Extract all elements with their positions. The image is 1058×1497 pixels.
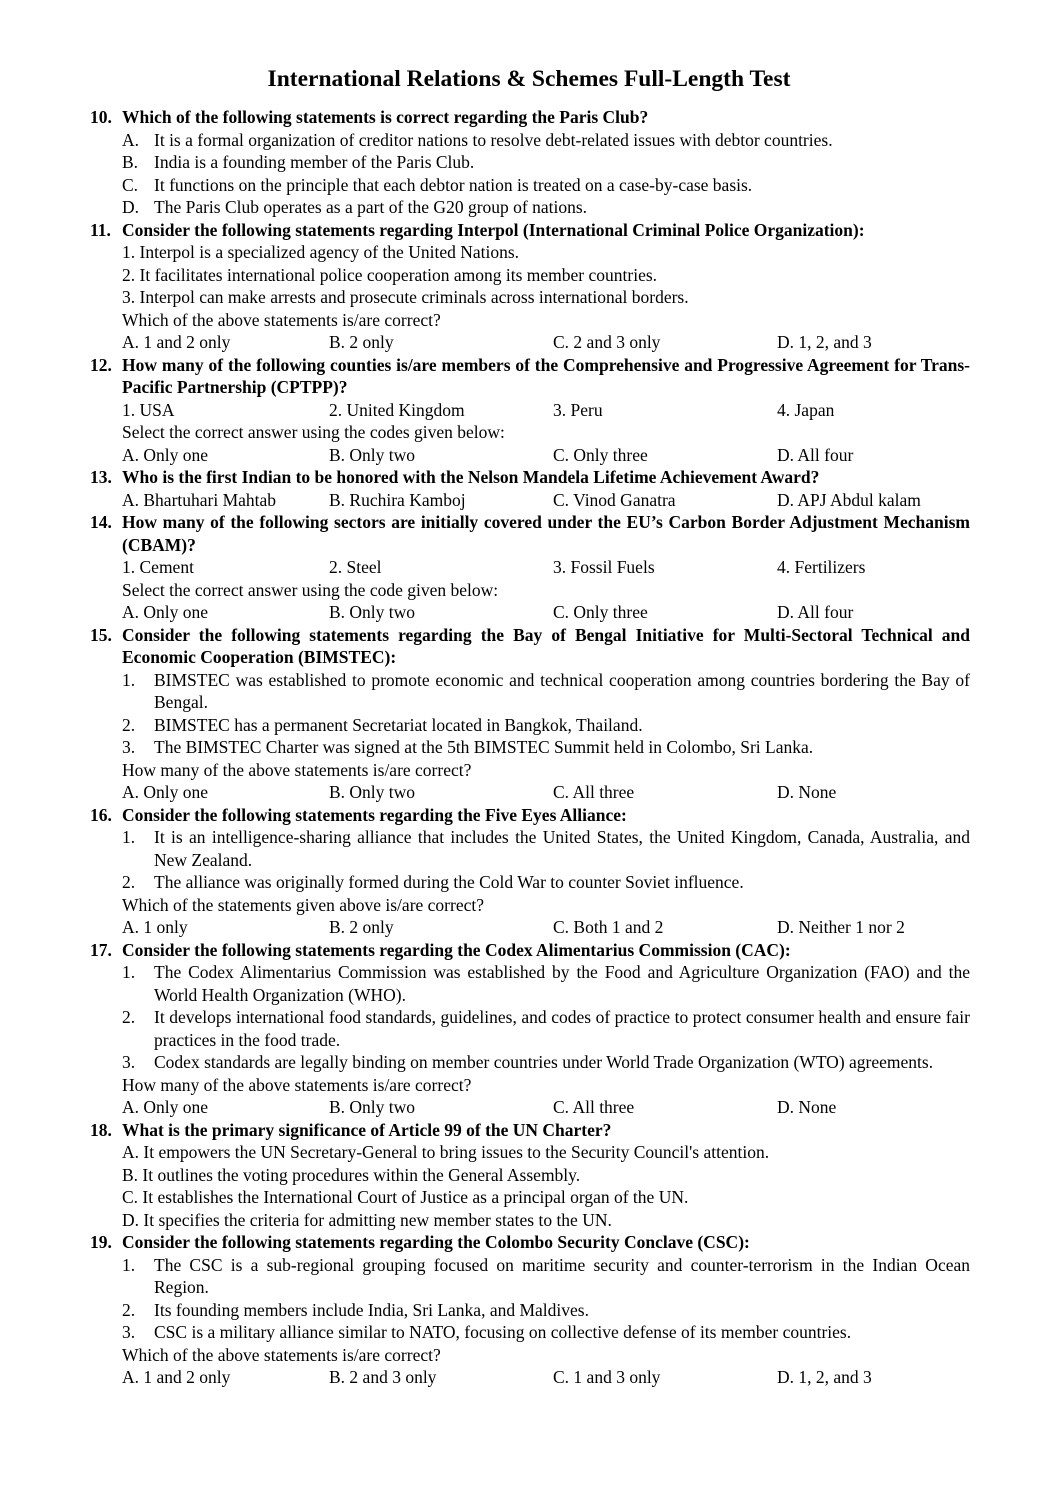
- question-text: Which of the following statements is correct regarding the Paris Club?: [122, 107, 649, 127]
- question-number: 11.: [90, 219, 111, 240]
- statement: [122, 714, 970, 737]
- question-12: [90, 354, 970, 467]
- list-item: 1. Cement: [122, 557, 194, 577]
- answer-option: B. 2 and 3 only: [329, 1367, 437, 1387]
- question-list: [90, 106, 970, 1389]
- item-row: [122, 399, 970, 422]
- statement: [122, 669, 970, 714]
- list-item: 3. Fossil Fuels: [553, 557, 655, 577]
- question-text: How many of the following counties is/are members of the Comprehensive and Progressive Agreement for Trans-Pacific Partnership (CPTPP)?: [122, 354, 970, 397]
- statement-number: 2.: [122, 714, 136, 735]
- question-text: Consider the following statements regarding the Five Eyes Alliance:: [122, 804, 627, 825]
- body-line: A. It empowers the UN Secretary-General to bring issues to the Security Council's attention.: [122, 1142, 770, 1162]
- list-item: 2. Steel: [329, 557, 382, 577]
- statement-number: 3.: [122, 1052, 136, 1072]
- body-line: D. It specifies the criteria for admitting new member states to the UN.: [122, 1209, 612, 1230]
- answer-option: B. Ruchira Kamboj: [329, 489, 466, 510]
- answer-options-row: [122, 916, 970, 939]
- question-heading: [90, 219, 970, 242]
- question-text: Consider the following statements regarding Interpol (International Criminal Police Organization):: [122, 219, 865, 240]
- question-prompt: Select the correct answer using the codes given below:: [122, 422, 505, 442]
- question-heading: [90, 106, 970, 129]
- answer-option: C. Vinod Ganatra: [553, 489, 676, 510]
- option-text: The Paris Club operates as a part of the G20 group of nations.: [154, 197, 588, 217]
- question-heading: [90, 1231, 970, 1254]
- statement-text: The BIMSTEC Charter was signed at the 5th BIMSTEC Summit held in Colombo, Sri Lanka.: [154, 737, 814, 757]
- option-text: India is a founding member of the Paris Club.: [154, 152, 475, 172]
- question-11: [90, 219, 970, 354]
- statement-text: CSC is a military alliance similar to NATO, focusing on collective defense of its member countries.: [154, 1322, 852, 1342]
- list-item: 3. Peru: [553, 399, 603, 420]
- option-text: It functions on the principle that each debtor nation is treated on a case-by-case basis.: [154, 174, 753, 195]
- question-heading: [90, 511, 970, 556]
- answer-options-row: [122, 1366, 970, 1389]
- answer-option: A. 1 and 2 only: [122, 1367, 231, 1387]
- question-prompt: Which of the above statements is/are correct?: [122, 1344, 441, 1365]
- statement-text: The alliance was originally formed during the Cold War to counter Soviet influence.: [154, 872, 744, 892]
- answer-option: B. Only two: [329, 444, 416, 465]
- body-line: C. It establishes the International Court of Justice as a principal organ of the UN.: [122, 1187, 689, 1207]
- option-letter: A.: [122, 129, 140, 150]
- answer-option: C. 2 and 3 only: [553, 332, 661, 352]
- answer-option: D. None: [777, 1097, 837, 1117]
- answer-option: A. 1 only: [122, 917, 188, 937]
- question-number: 18.: [90, 1119, 112, 1140]
- list-item: 4. Fertilizers: [777, 557, 866, 577]
- answer-option: [122, 129, 970, 152]
- answer-option: B. Only two: [329, 602, 416, 622]
- question-body: [90, 556, 970, 624]
- question-16: [90, 804, 970, 939]
- question-text: What is the primary significance of Article 99 of the UN Charter?: [122, 1119, 612, 1140]
- question-text: Consider the following statements regarding the Colombo Security Conclave (CSC):: [122, 1232, 750, 1252]
- answer-option: D. All four: [777, 444, 854, 465]
- statement: [122, 1254, 970, 1299]
- answer-option: B. 2 only: [329, 917, 394, 937]
- answer-option: C. All three: [553, 782, 635, 802]
- answer-options-row: [122, 1096, 970, 1119]
- item-row: [122, 556, 970, 579]
- answer-option: A. 1 and 2 only: [122, 332, 231, 352]
- question-prompt: How many of the above statements is/are correct?: [122, 1074, 472, 1095]
- answer-option: A. Only one: [122, 1097, 209, 1117]
- answer-option: C. Only three: [553, 444, 648, 465]
- question-body: [90, 489, 970, 512]
- statement-number: 2.: [122, 1007, 136, 1027]
- question-number: 14.: [90, 512, 112, 532]
- question-body: [90, 1254, 970, 1389]
- question-body: [90, 399, 970, 467]
- question-10: [90, 106, 970, 219]
- option-letter: D.: [122, 197, 140, 217]
- statement-number: 2.: [122, 872, 136, 892]
- body-line: Which of the above statements is/are correct?: [122, 309, 441, 330]
- question-heading: [90, 624, 970, 669]
- question-text: Who is the first Indian to be honored with the Nelson Mandela Lifetime Achievement Award?: [122, 467, 820, 487]
- answer-option: [122, 196, 970, 219]
- statement-text: BIMSTEC has a permanent Secretariat located in Bangkok, Thailand.: [154, 714, 643, 735]
- question-heading: [90, 804, 970, 827]
- question-body: [90, 129, 970, 219]
- question-text: Consider the following statements regarding the Bay of Bengal Initiative for Multi-Sectoral Technical and Economic Cooperation (BIMSTEC):: [122, 624, 970, 667]
- answer-options-row: [122, 331, 970, 354]
- question-body: [90, 241, 970, 354]
- body-line: 1. Interpol is a specialized agency of the United Nations.: [122, 242, 520, 262]
- answer-option: [122, 174, 970, 197]
- statement: [122, 736, 970, 759]
- statement: [122, 1321, 970, 1344]
- question-number: 19.: [90, 1232, 112, 1252]
- question-number: 15.: [90, 624, 112, 645]
- list-item: 1. USA: [122, 399, 175, 420]
- answer-option: C. All three: [553, 1097, 635, 1117]
- answer-option: D. APJ Abdul kalam: [777, 489, 921, 510]
- question-text: Consider the following statements regarding the Codex Alimentarius Commission (CAC):: [122, 939, 791, 960]
- statement-text: BIMSTEC was established to promote economic and technical cooperation among countries bordering the Bay of Bengal.: [154, 669, 970, 712]
- answer-option: A. Only one: [122, 602, 209, 622]
- page-title: International Relations & Schemes Full-Length Test: [267, 66, 791, 92]
- statement: [122, 1299, 970, 1322]
- list-item: 2. United Kingdom: [329, 399, 465, 420]
- question-17: [90, 939, 970, 1119]
- statement-number: 3.: [122, 1322, 136, 1342]
- answer-option: D. Neither 1 nor 2: [777, 917, 905, 937]
- statement: [122, 826, 970, 871]
- answer-option: A. Only one: [122, 444, 209, 465]
- statement: [122, 961, 970, 1006]
- answer-options-row: [122, 444, 970, 467]
- statement-text: The CSC is a sub-regional grouping focused on maritime security and counter-terrorism in the Indian Ocean Region.: [154, 1254, 970, 1297]
- statement: [122, 1006, 970, 1051]
- question-15: [90, 624, 970, 804]
- option-letter: B.: [122, 152, 139, 172]
- answer-option: C. 1 and 3 only: [553, 1367, 661, 1387]
- option-letter: C.: [122, 174, 139, 195]
- question-body: [90, 826, 970, 939]
- question-body: [90, 669, 970, 804]
- statement: [122, 871, 970, 894]
- option-text: It is a formal organization of creditor nations to resolve debt-related issues with debtor countries.: [154, 129, 833, 150]
- answer-option: B. 2 only: [329, 332, 394, 352]
- answer-options-row: [122, 489, 970, 512]
- answer-option: D. 1, 2, and 3: [777, 1367, 872, 1387]
- answer-option: C. Only three: [553, 602, 648, 622]
- statement-text: Its founding members include India, Sri Lanka, and Maldives.: [154, 1299, 589, 1320]
- answer-option: D. None: [777, 782, 837, 802]
- body-line: 3. Interpol can make arrests and prosecute criminals across international borders.: [122, 287, 689, 307]
- statement-text: It develops international food standards, guidelines, and codes of practice to protect consumer health and ensure fair practices in the food trade.: [154, 1007, 970, 1050]
- question-prompt: Which of the statements given above is/are correct?: [122, 894, 484, 915]
- body-line: 2. It facilitates international police cooperation among its member countries.: [122, 264, 658, 285]
- statement-number: 3.: [122, 737, 136, 757]
- statement-text: Codex standards are legally binding on member countries under World Trade Organization (WTO) agreements.: [154, 1052, 934, 1072]
- statement-number: 1.: [122, 827, 136, 847]
- answer-option: D. 1, 2, and 3: [777, 332, 872, 352]
- question-heading: [90, 939, 970, 962]
- question-heading: [90, 466, 970, 489]
- question-body: [90, 961, 970, 1119]
- question-number: 10.: [90, 107, 112, 127]
- question-number: 16.: [90, 804, 112, 825]
- question-13: [90, 466, 970, 511]
- statement-text: The Codex Alimentarius Commission was established by the Food and Agriculture Organization (FAO) and the World Health Organization (WHO).: [154, 962, 970, 1005]
- question-19: [90, 1231, 970, 1389]
- question-14: [90, 511, 970, 624]
- statement-number: 1.: [122, 962, 136, 982]
- list-item: 4. Japan: [777, 399, 835, 420]
- body-line: B. It outlines the voting procedures within the General Assembly.: [122, 1164, 581, 1185]
- question-prompt: How many of the above statements is/are correct?: [122, 759, 472, 780]
- answer-options-row: [122, 601, 970, 624]
- statement-number: 1.: [122, 669, 136, 690]
- question-number: 13.: [90, 467, 112, 487]
- statement: [122, 1051, 970, 1074]
- statement-number: 1.: [122, 1254, 136, 1275]
- answer-option: D. All four: [777, 602, 854, 622]
- answer-options-row: [122, 781, 970, 804]
- statement-number: 2.: [122, 1299, 136, 1320]
- question-heading: [90, 1119, 970, 1142]
- answer-option: A. Only one: [122, 782, 209, 802]
- answer-option: C. Both 1 and 2: [553, 917, 664, 937]
- question-text: How many of the following sectors are initially covered under the EU’s Carbon Border Adjustment Mechanism (CBAM)?: [122, 512, 970, 555]
- statement-text: It is an intelligence-sharing alliance that includes the United States, the United Kingdom, Canada, Australia, and New Zealand.: [154, 827, 970, 870]
- answer-option: B. Only two: [329, 782, 416, 802]
- question-number: 12.: [90, 354, 112, 375]
- question-18: [90, 1119, 970, 1232]
- answer-option: A. Bhartuhari Mahtab: [122, 489, 277, 510]
- answer-option: [122, 151, 970, 174]
- question-heading: [90, 354, 970, 399]
- question-number: 17.: [90, 939, 112, 960]
- question-prompt: Select the correct answer using the code given below:: [122, 579, 499, 600]
- question-body: [90, 1141, 970, 1231]
- answer-option: B. Only two: [329, 1097, 416, 1117]
